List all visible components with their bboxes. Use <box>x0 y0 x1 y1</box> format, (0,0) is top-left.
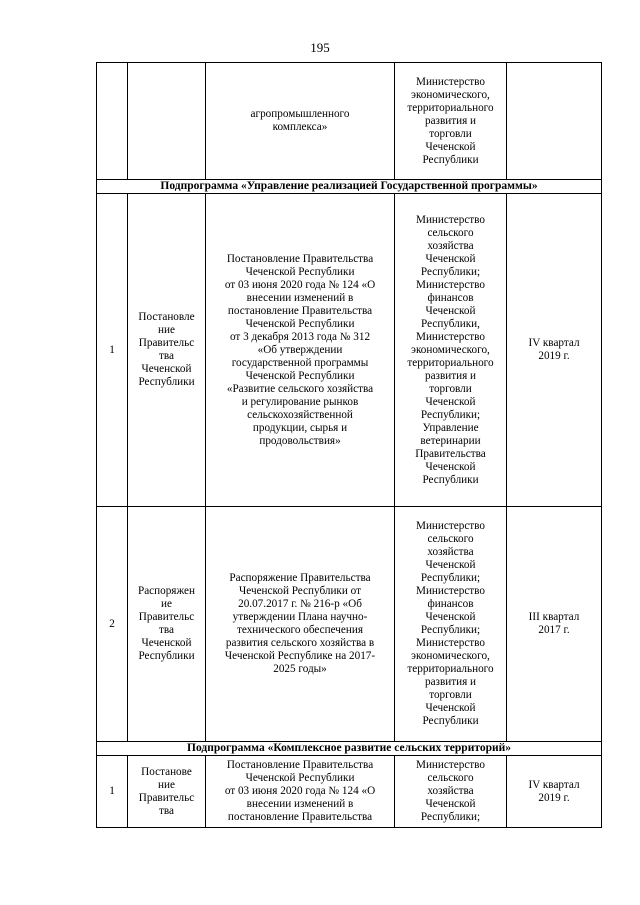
type-cell: Постанове ние Правительс тва <box>128 756 206 828</box>
type-cell: Распоряжен ие Правительс тва Чеченской Республики <box>128 507 206 742</box>
table-row <box>97 194 602 507</box>
type-cell <box>128 63 206 180</box>
table-row <box>97 507 602 742</box>
deadline-cell: IV квартал 2019 г. <box>507 756 602 828</box>
table-row-continuation <box>97 63 602 180</box>
executor-cell: Министерство сельского хозяйства Чеченской Республики; <box>395 756 507 828</box>
section-header <box>97 180 602 194</box>
num-cell <box>97 63 128 180</box>
num-cell: 1 <box>97 756 128 828</box>
section-title: Подпрограмма «Управление реализацией Государственной программы» <box>97 180 602 194</box>
document-cell: Постановление Правительства Чеченской Республики от 03 июня 2020 года № 124 «О внесении изменений в постановление Правительства Чеченской Республики от 3 декабря 2013 года № 312 «Об утверждении государственной программы Чеченской Республики «Развитие сельского хозяйства и регулирование рынков сельскохозяйственной продукции, сырья и продовольствия» <box>206 194 395 507</box>
document-cell: агропромышленного комплекса» <box>206 63 395 180</box>
table-row <box>97 756 602 828</box>
deadline-cell: IV квартал 2019 г. <box>507 194 602 507</box>
executor-cell: Министерство сельского хозяйства Чеченской Республики; Министерство финансов Чеченской Республики; Министерство экономического, территориального развития и торговли Чеченской Республики <box>395 507 507 742</box>
deadline-cell <box>507 63 602 180</box>
type-cell: Постановле ние Правительс тва Чеченской Республики <box>128 194 206 507</box>
page-number: 195 <box>310 40 330 55</box>
document-cell: Распоряжение Правительства Чеченской Республики от 20.07.2017 г. № 216-р «Об утверждении Плана научно- технического обеспечения развития сельского хозяйства в Чеченской Республике на 2017- 2025 годы» <box>206 507 395 742</box>
section-header <box>97 742 602 756</box>
executor-cell: Министерство сельского хозяйства Чеченской Республики; Министерство финансов Чеченской Республики, Министерство экономического, территориального развития и торговли Чеченской Республики; Управление ветеринарии Правительства Чеченской Республики <box>395 194 507 507</box>
num-cell: 1 <box>97 194 128 507</box>
executor-cell: Министерство экономического, территориального развития и торговли Чеченской Республики <box>395 63 507 180</box>
section-title: Подпрограмма «Комплексное развитие сельских территорий» <box>97 742 602 756</box>
deadline-cell: III квартал 2017 г. <box>507 507 602 742</box>
num-cell: 2 <box>97 507 128 742</box>
document-cell: Постановление Правительства Чеченской Республики от 03 июня 2020 года № 124 «О внесении изменений в постановление Правительства <box>206 756 395 828</box>
document-table <box>96 62 602 828</box>
